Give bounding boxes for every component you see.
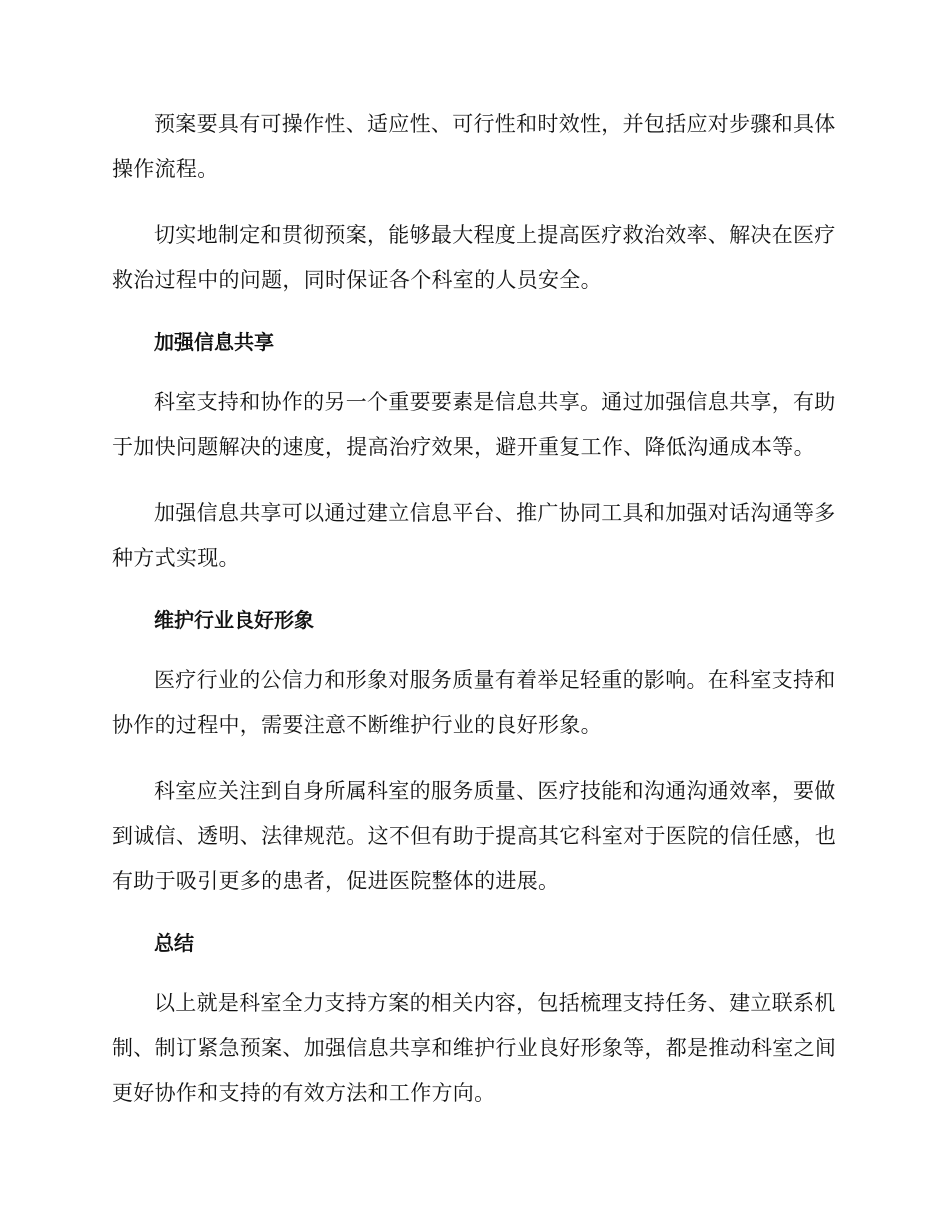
- paragraph-contingency-plan-requirements: 预案要具有可操作性、适应性、可行性和时效性，并包括应对步骤和具体操作流程。: [112, 112, 836, 181]
- paragraph-information-sharing-methods: 加强信息共享可以通过建立信息平台、推广协同工具和加强对话沟通等多种方式实现。: [112, 501, 836, 570]
- heading-summary: 总结: [154, 931, 194, 955]
- heading-information-sharing: 加强信息共享: [154, 330, 274, 354]
- heading-industry-image: 维护行业良好形象: [154, 608, 314, 632]
- document-body: [112, 102, 838, 1137]
- paragraph-contingency-plan-implementation: 切实地制定和贯彻预案，能够最大程度上提高医疗救治效率、解决在医疗救治过程中的问题，同时保证各个科室的人员安全。: [112, 223, 836, 292]
- paragraph-industry-image-importance: 医疗行业的公信力和形象对服务质量有着举足轻重的影响。在科室支持和协作的过程中，需要注意不断维护行业的良好形象。: [112, 668, 836, 737]
- paragraph-information-sharing-importance: 科室支持和协作的另一个重要要素是信息共享。通过加强信息共享，有助于加快问题解决的速度，提高治疗效果，避开重复工作、降低沟通成本等。: [112, 390, 836, 459]
- paragraph-summary: 以上就是科室全力支持方案的相关内容，包括梳理支持任务、建立联系机制、制订紧急预案、加强信息共享和维护行业良好形象等，都是推动科室之间更好协作和支持的有效方法和工作方向。: [112, 991, 837, 1105]
- paragraph-industry-image-actions: 科室应关注到自身所属科室的服务质量、医疗技能和沟通沟通效率，要做到诚信、透明、法律规范。这不但有助于提高其它科室对于医院的信任感，也有助于吸引更多的患者，促进医院整体的进展。: [112, 779, 837, 893]
